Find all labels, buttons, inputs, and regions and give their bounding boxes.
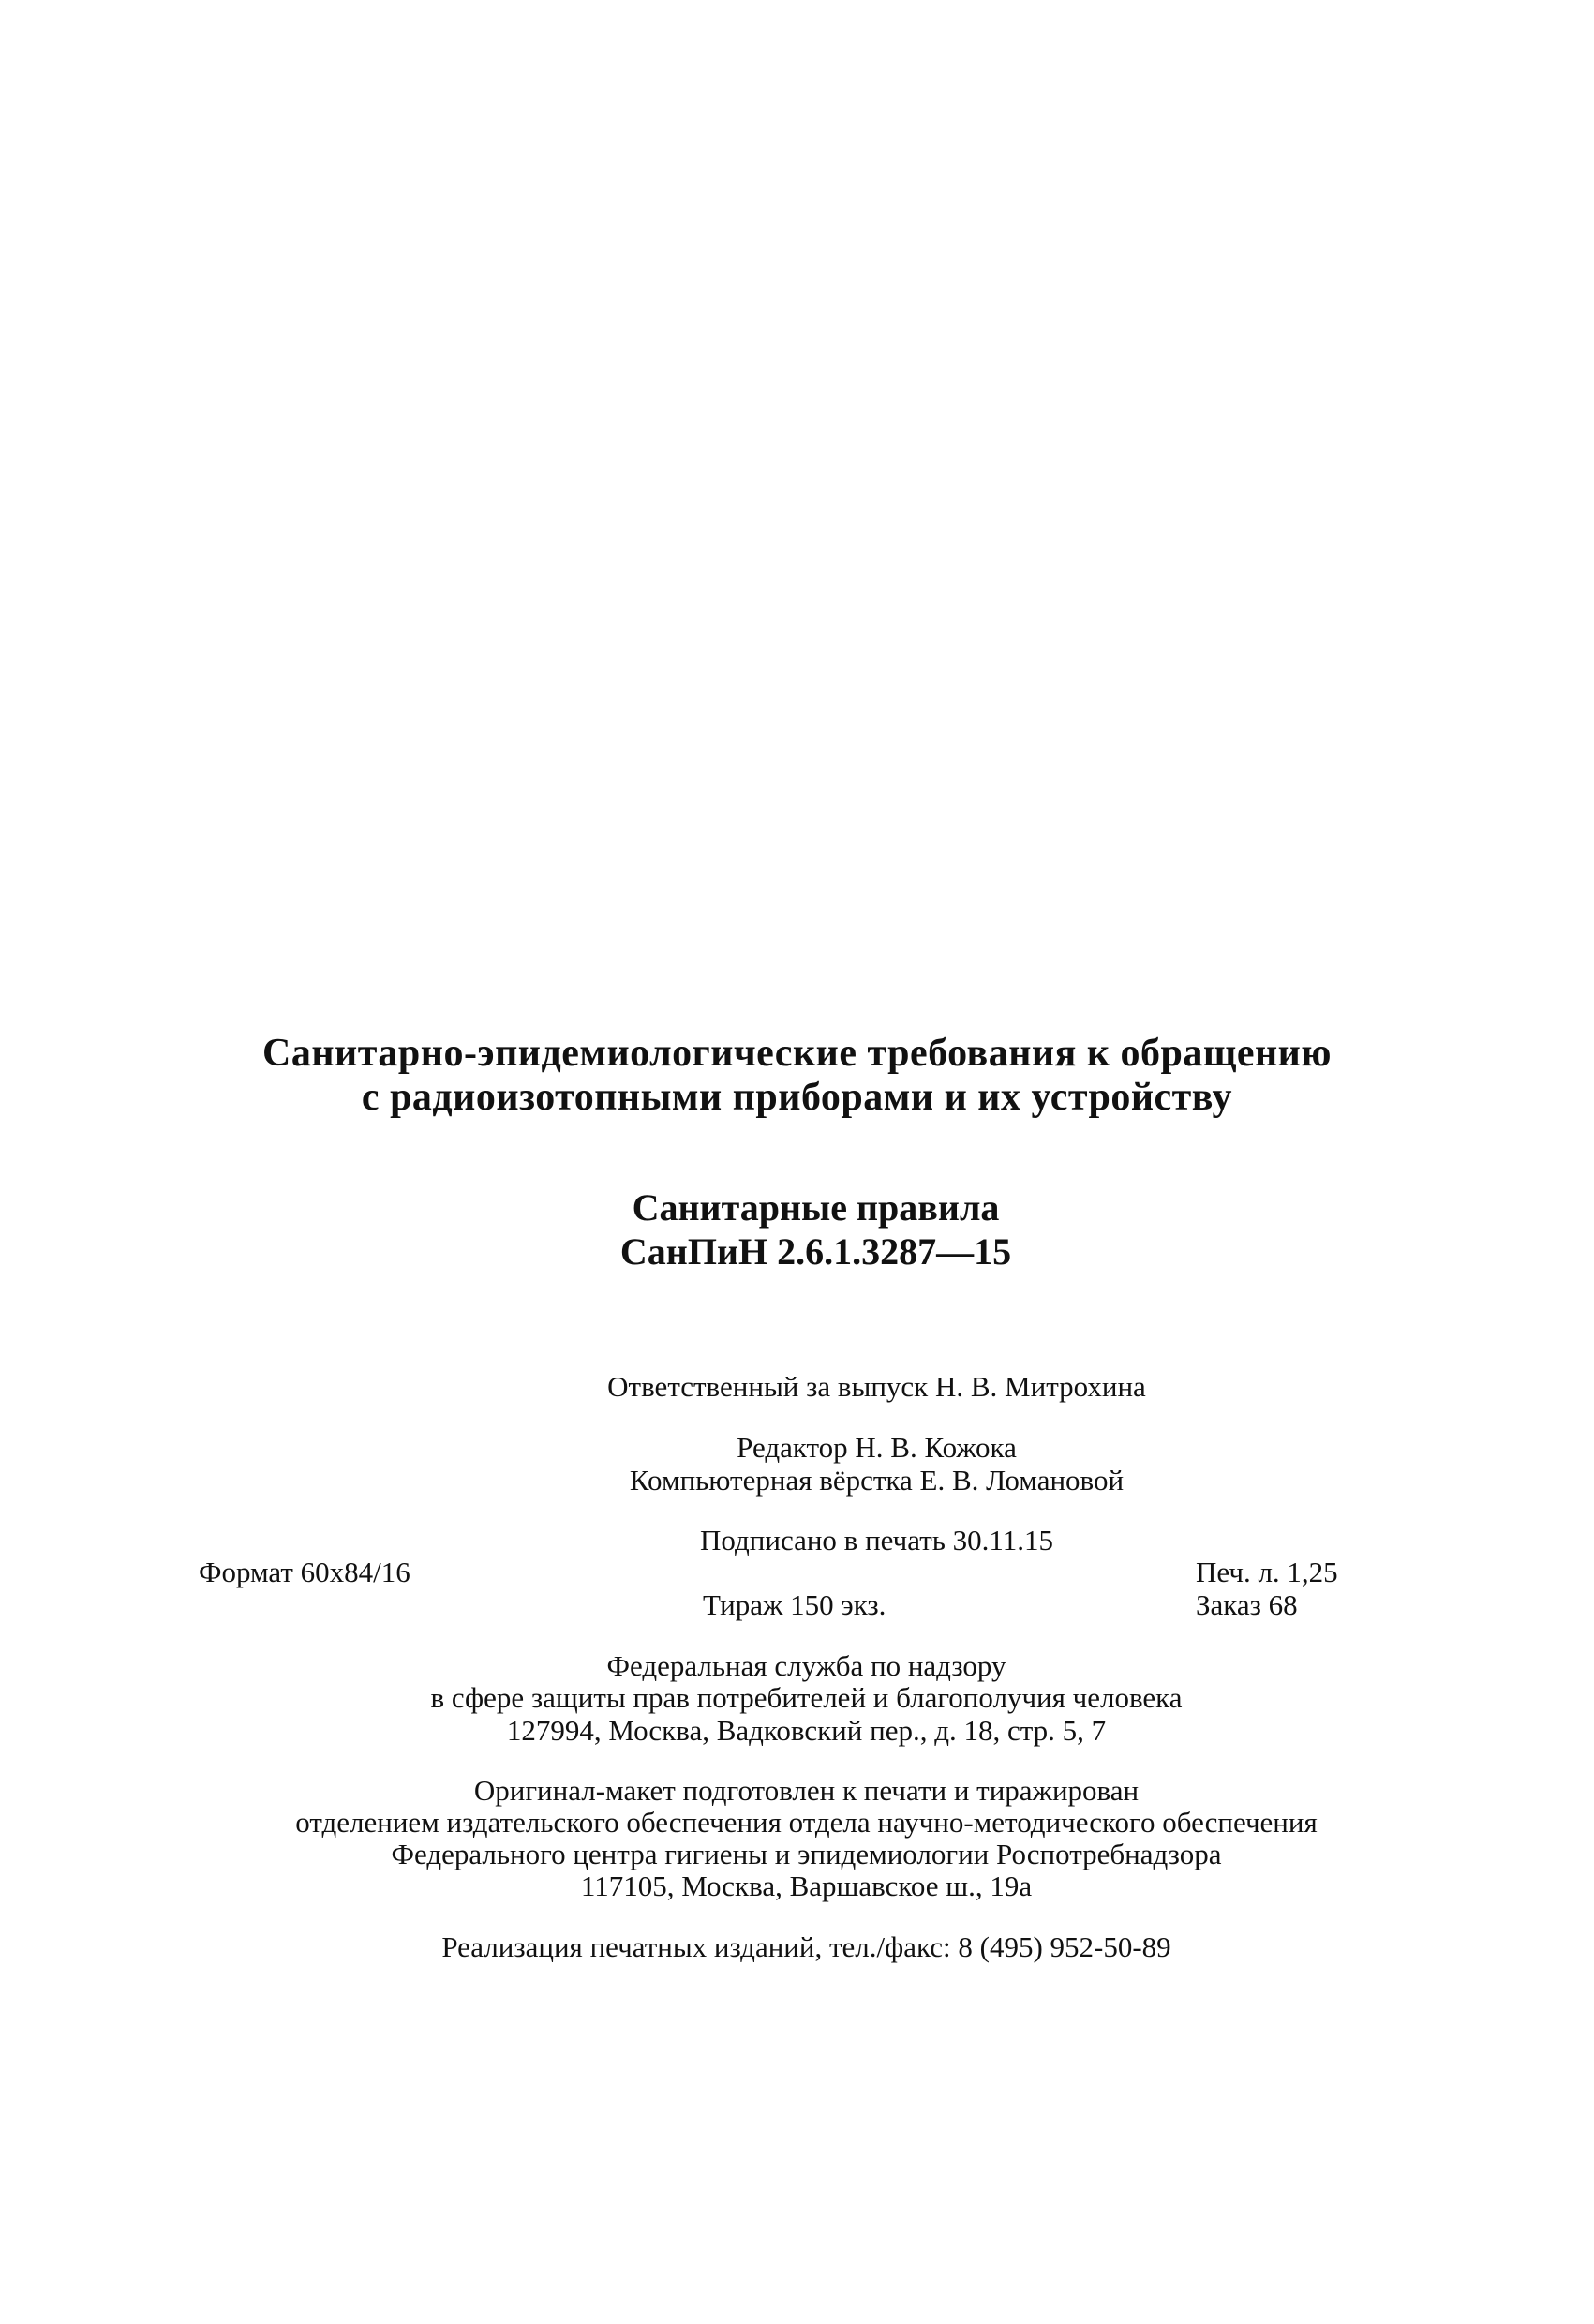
publisher-line-1: Федеральная служба по надзору xyxy=(606,1649,1006,1682)
document-title-line-2: с радиоизотопными приборами и их устройству xyxy=(361,1076,1233,1119)
publisher-address: 127994, Москва, Вадковский пер., д. 18, стр. 5, 7 xyxy=(506,1714,1107,1747)
editor: Редактор Н. В. Кожока xyxy=(737,1431,1017,1464)
sales-contact: Реализация печатных изданий, тел./факс: 8 (495) 952-50-89 xyxy=(441,1930,1171,1963)
publisher-line-2: в сфере защиты прав потребителей и благополучия человека xyxy=(430,1681,1183,1714)
rules-type: Санитарные правила xyxy=(632,1186,1000,1229)
printer-line-1: Оригинал-макет подготовлен к печати и тиражирован xyxy=(473,1774,1140,1807)
rules-code: СанПиН 2.6.1.3287—15 xyxy=(619,1230,1012,1273)
order-number: Заказ 68 xyxy=(1196,1588,1298,1621)
document-title-line-1: Санитарно-эпидемиологические требования к обращению xyxy=(262,1032,1332,1075)
printed-sheets: Печ. л. 1,25 xyxy=(1196,1556,1338,1588)
circulation: Тираж 150 экз. xyxy=(703,1588,886,1621)
layout-credit: Компьютерная вёрстка Е. В. Ломановой xyxy=(629,1464,1125,1497)
printer-line-2: отделением издательского обеспечения отдела научно-методического обеспечения xyxy=(295,1806,1318,1839)
responsible-person: Ответственный за выпуск Н. В. Митрохина xyxy=(607,1370,1146,1403)
paper-format: Формат 60x84/16 xyxy=(199,1556,410,1588)
printer-address: 117105, Москва, Варшавское ш., 19а xyxy=(580,1870,1033,1902)
signed-to-print: Подписано в печать 30.11.15 xyxy=(700,1524,1053,1557)
printer-line-3: Федерального центра гигиены и эпидемиологии Роспотребнадзора xyxy=(391,1838,1222,1870)
